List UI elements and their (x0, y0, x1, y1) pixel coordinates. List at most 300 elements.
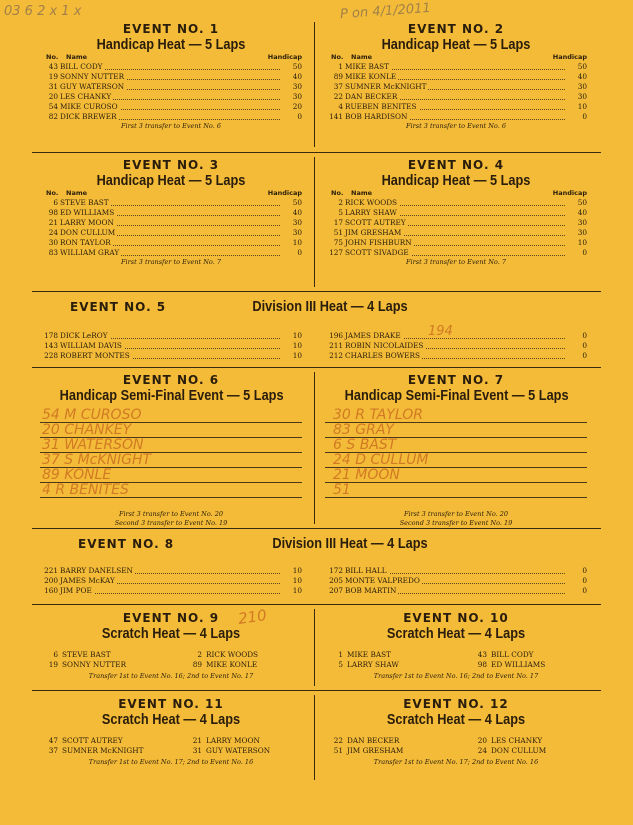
event-number: EVENT NO. 3 (122, 158, 220, 172)
entry-name-text: MIKE CUROSO (60, 102, 118, 111)
entry-row (40, 218, 302, 228)
entry-name: LARRY MOON (206, 736, 260, 745)
entry-name-text: DON CULLUM (60, 228, 116, 237)
entry-handicap: 0 (582, 248, 587, 257)
handwritten-entry: 83 GRAY (333, 422, 394, 438)
entry-name (345, 72, 398, 82)
entry-row (40, 351, 302, 361)
event-10 (325, 611, 587, 681)
entry-name: SONNY NUTTER (62, 660, 127, 669)
entry-name-text: RICK WOODS (345, 198, 398, 207)
handwritten-entry: 6 S BAST (333, 437, 397, 453)
entry-no: 1 (338, 62, 343, 71)
handwritten-entry: 54 M CUROSO (42, 407, 142, 423)
entry-no: 221 (44, 566, 58, 575)
event-4 (325, 158, 587, 267)
event-6 (40, 373, 302, 528)
entry-name-text: JIM POE (60, 586, 92, 595)
event-title: Scratch Heat — 4 Laps (386, 711, 526, 728)
entry-name (345, 82, 428, 92)
entry-no: 212 (329, 351, 343, 360)
event-11 (40, 697, 302, 767)
entry-name-text: BARRY DANELSEN (60, 566, 133, 575)
event-12 (325, 697, 587, 767)
handwritten-mark: 194 (428, 324, 453, 339)
event-number: EVENT NO. 4 (407, 158, 505, 172)
entry-name (345, 92, 399, 102)
event-2 (325, 22, 587, 131)
entry-handicap: 30 (577, 92, 587, 101)
entry-no: 6 (53, 650, 58, 659)
entry-row (40, 102, 302, 112)
entry-row (325, 566, 587, 576)
entry-no: 22 (333, 736, 343, 745)
entry-row (40, 746, 302, 756)
entry-row (40, 92, 302, 102)
entry-name: MIKE BAST (347, 650, 391, 659)
entry-row (40, 228, 302, 238)
entry-name (345, 351, 422, 361)
entry-name-text: LES CHANKY (60, 92, 112, 101)
handwritten-header-note: P on 4/1/2011 (339, 0, 432, 23)
event-title: Scratch Heat — 4 Laps (386, 625, 526, 642)
entry-no: 160 (44, 586, 58, 595)
col-name: Name (66, 189, 88, 197)
transfer-note: First 3 transfer to Event No. 6 (406, 122, 506, 130)
entry-row (40, 72, 302, 82)
entry-name-text: DICK LeROY (60, 331, 108, 340)
divider (32, 152, 601, 153)
entry-no: 21 (48, 218, 58, 227)
col-no: No. (331, 189, 344, 197)
entry-no: 24 (48, 228, 58, 237)
entry-row (325, 586, 587, 596)
event-7 (325, 373, 587, 528)
entry-name (345, 331, 403, 341)
entry-name (60, 62, 105, 72)
entry-row (40, 736, 302, 746)
entry-row (40, 238, 302, 248)
transfer-note: First 3 transfer to Event No. 20 (118, 510, 224, 518)
entry-handicap: 0 (582, 576, 587, 585)
entry-list (325, 198, 587, 258)
transfer-note: Transfer 1st to Event No. 16; 2nd to Event No. 17 (88, 672, 254, 680)
column-divider (314, 157, 315, 287)
entry-no: 19 (48, 72, 58, 81)
event-title: Scratch Heat — 4 Laps (101, 711, 241, 728)
entry-handicap: 0 (297, 248, 302, 257)
entry-name-text: JOHN FISHBURN (345, 238, 412, 247)
entry-no: 51 (333, 228, 343, 237)
entry-handicap: 0 (582, 331, 587, 340)
entry-row (325, 72, 587, 82)
entry-row (325, 746, 587, 756)
entry-name-text: BOB MARTIN (345, 586, 397, 595)
entry-name (345, 576, 422, 586)
entry-name-text: DAN BECKER (345, 92, 398, 101)
entry-handicap: 40 (577, 208, 587, 217)
entry-no: 19 (48, 660, 58, 669)
entry-name-text: LARRY MOON (60, 218, 114, 227)
entry-no: 31 (192, 746, 202, 755)
entry-no: 2 (197, 650, 202, 659)
event-title: Handicap Semi-Final Event — 5 Laps (344, 387, 569, 404)
entry-handicap: 0 (297, 112, 302, 121)
event-number: EVENT NO. 10 (403, 611, 509, 625)
entry-name (60, 248, 121, 258)
entry-name-text: SONNY NUTTER (60, 72, 125, 81)
entry-list-right (325, 331, 587, 361)
entry-name-text: CHARLES BOWERS (345, 351, 420, 360)
entry-handicap: 10 (292, 341, 302, 350)
entry-name (60, 198, 111, 208)
entry-name (60, 208, 116, 218)
entry-no: 37 (48, 746, 58, 755)
col-handicap: Handicap (267, 189, 302, 197)
entry-name-text: SUMNER McKNIGHT (345, 82, 427, 91)
entry-name-text: MONTE VALPREDO (345, 576, 420, 585)
event-title: Handicap Heat — 5 Laps (96, 36, 246, 53)
entry-row (325, 650, 587, 660)
entry-row (325, 208, 587, 218)
handwritten-entry: 89 KONLE (42, 467, 112, 483)
entry-no: 37 (333, 82, 343, 91)
entry-list-left (40, 566, 302, 596)
entry-no: 196 (329, 331, 343, 340)
transfer-note: First 3 transfer to Event No. 7 (121, 258, 221, 266)
event-number: EVENT NO. 11 (118, 697, 224, 711)
entry-no: 6 (53, 198, 58, 207)
entry-no: 82 (48, 112, 58, 121)
col-name: Name (351, 53, 373, 61)
entry-no: 5 (338, 660, 343, 669)
event-title: Handicap Heat — 5 Laps (96, 172, 246, 189)
divider (32, 690, 601, 691)
entry-row (325, 660, 587, 670)
entry-handicap: 0 (582, 566, 587, 575)
entry-row (40, 82, 302, 92)
divider (32, 291, 601, 292)
entry-pairs (325, 736, 587, 758)
entry-name: LARRY SHAW (347, 660, 399, 669)
entry-name-text: GUY WATERSON (60, 82, 125, 91)
entry-no: 43 (477, 650, 487, 659)
entry-row (325, 736, 587, 746)
entry-no: 98 (48, 208, 58, 217)
entry-handicap: 10 (292, 586, 302, 595)
entry-name-text: MIKE KONLE (345, 72, 397, 81)
col-no: No. (46, 189, 59, 197)
entry-handicap: 40 (577, 72, 587, 81)
transfer-note: Transfer 1st to Event No. 17; 2nd to Event No. 16 (373, 758, 539, 766)
entry-no: 141 (329, 112, 343, 121)
entry-name: DON CULLUM (491, 746, 547, 755)
entry-no: 31 (48, 82, 58, 91)
entry-row (40, 62, 302, 72)
entry-no: 43 (48, 62, 58, 71)
entry-name-text: BILL HALL (345, 566, 387, 575)
entry-row (40, 341, 302, 351)
event-title: Division III Heat — 4 Laps (272, 535, 428, 552)
entry-name: DAN BECKER (347, 736, 400, 745)
entry-name (60, 218, 116, 228)
entry-handicap: 30 (577, 218, 587, 227)
transfer-note: First 3 transfer to Event No. 6 (121, 122, 221, 130)
entry-name (345, 102, 419, 112)
entry-handicap: 0 (582, 351, 587, 360)
entry-row (325, 228, 587, 238)
entry-row (325, 102, 587, 112)
col-no: No. (46, 53, 59, 61)
entry-handicap: 50 (292, 62, 302, 71)
entry-row (325, 218, 587, 228)
handwritten-entry: 21 MOON (333, 467, 400, 483)
entry-row (325, 341, 587, 351)
event-1 (40, 22, 302, 131)
entry-handicap: 10 (577, 238, 587, 247)
column-header (40, 189, 302, 198)
entry-no: 98 (477, 660, 487, 669)
entry-name (60, 351, 132, 361)
handwritten-entry: 31 WATERSON (42, 437, 144, 453)
entry-no: 24 (477, 746, 487, 755)
entry-name: SUMNER McKNIGHT (62, 746, 144, 755)
entry-no: 178 (44, 331, 58, 340)
entry-row (40, 660, 302, 670)
entry-name (345, 238, 414, 248)
entry-handicap: 30 (292, 92, 302, 101)
entry-name-text: ROBIN NICOLAIDES (345, 341, 424, 350)
entry-name-text: BILL CODY (60, 62, 103, 71)
entry-name (60, 228, 117, 238)
entry-name: LES CHANKY (491, 736, 543, 745)
divider (32, 604, 601, 605)
event-number: EVENT NO. 5 (70, 300, 167, 314)
entry-name: ED WILLIAMS (491, 660, 546, 669)
transfer-note: Second 3 transfer to Event No. 19 (399, 519, 513, 527)
handwritten-entry: 51 (333, 482, 351, 498)
entry-name (60, 566, 135, 576)
event-number: EVENT NO. 7 (407, 373, 505, 387)
transfer-note: First 3 transfer to Event No. 7 (406, 258, 506, 266)
entry-no: 207 (329, 586, 343, 595)
handwritten-entry: 20 CHANKEY (42, 422, 132, 438)
entry-no: 205 (329, 576, 343, 585)
event-number: EVENT NO. 6 (122, 373, 220, 387)
transfer-note: Transfer 1st to Event No. 16; 2nd to Event No. 17 (373, 672, 539, 680)
entry-no: 54 (48, 102, 58, 111)
handwritten-entries (42, 408, 151, 498)
entry-no: 89 (192, 660, 202, 669)
entry-no: 75 (333, 238, 343, 247)
entry-name: JIM GRESHAM (347, 746, 404, 755)
entry-no: 47 (48, 736, 58, 745)
entry-pairs (40, 736, 302, 758)
entry-handicap: 0 (582, 341, 587, 350)
entry-name (345, 208, 399, 218)
entry-name-text: SCOTT AUTREY (345, 218, 406, 227)
col-handicap: Handicap (552, 53, 587, 61)
entry-name: STEVE BAST (62, 650, 111, 659)
entry-row (40, 650, 302, 660)
entry-name: MIKE KONLE (206, 660, 258, 669)
entry-name (345, 586, 398, 596)
entry-name (345, 62, 391, 72)
entry-name (60, 92, 113, 102)
entry-name-text: DICK BREWER (60, 112, 117, 121)
event-title: Handicap Heat — 5 Laps (381, 172, 531, 189)
entry-handicap: 40 (292, 72, 302, 81)
entry-row (325, 82, 587, 92)
entry-name-text: SCOTT SIVADGE (345, 248, 409, 257)
entry-no: 89 (333, 72, 343, 81)
entry-no: 211 (329, 341, 343, 350)
entry-name (345, 198, 399, 208)
entry-row (325, 576, 587, 586)
entry-name-text: STEVE BAST (60, 198, 109, 207)
entry-no: 83 (48, 248, 58, 257)
entry-row (325, 198, 587, 208)
entry-handicap: 10 (292, 566, 302, 575)
entry-handicap: 50 (292, 198, 302, 207)
transfer-note: Second 3 transfer to Event No. 19 (114, 519, 228, 527)
entry-no: 30 (48, 238, 58, 247)
entry-row (40, 198, 302, 208)
entry-name (60, 112, 119, 122)
entry-handicap: 30 (577, 82, 587, 91)
event-3 (40, 158, 302, 267)
entry-name-text: ROBERT MONTES (60, 351, 130, 360)
entry-name-text: RON TAYLOR (60, 238, 111, 247)
entry-name (60, 341, 124, 351)
entry-row (325, 92, 587, 102)
entry-handicap: 30 (292, 82, 302, 91)
handwritten-mark: 210 (236, 606, 268, 628)
entry-no: 200 (44, 576, 58, 585)
entry-handicap: 0 (582, 112, 587, 121)
entry-list-left (40, 331, 302, 361)
column-header (325, 53, 587, 62)
entry-handicap: 30 (292, 228, 302, 237)
blank-entry-lines (325, 404, 587, 498)
entry-name (60, 102, 120, 112)
entry-name-text: JIM GRESHAM (345, 228, 402, 237)
entry-pairs (325, 650, 587, 672)
entry-name (345, 218, 408, 228)
entry-no: 172 (329, 566, 343, 575)
entry-row (40, 586, 302, 596)
entry-name (60, 586, 94, 596)
entry-row (325, 238, 587, 248)
entry-name: BILL CODY (491, 650, 534, 659)
entry-name (60, 72, 126, 82)
entry-handicap: 20 (292, 102, 302, 111)
entry-name (60, 82, 126, 92)
entry-no: 143 (44, 341, 58, 350)
entry-list (40, 62, 302, 122)
entry-name-text: JAMES DRAKE (345, 331, 401, 340)
entry-row (40, 576, 302, 586)
entry-name (345, 228, 403, 238)
entry-row (40, 112, 302, 122)
entry-pairs (40, 650, 302, 672)
entry-name-text: JAMES McKAY (60, 576, 115, 585)
entry-row (325, 351, 587, 361)
column-divider (314, 22, 315, 147)
handwritten-corner-note: 03 6 2 x 1 x (4, 4, 82, 19)
entry-list-right (325, 566, 587, 596)
entry-row (40, 331, 302, 341)
event-number: EVENT NO. 1 (122, 22, 220, 36)
transfer-note: Transfer 1st to Event No. 17; 2nd to Event No. 16 (88, 758, 254, 766)
entry-name (345, 112, 409, 122)
entry-no: 21 (192, 736, 202, 745)
handwritten-entries (333, 408, 428, 498)
column-header (325, 189, 587, 198)
entry-name (345, 566, 389, 576)
entry-handicap: 30 (577, 228, 587, 237)
entry-handicap: 0 (582, 586, 587, 595)
entry-handicap: 10 (292, 576, 302, 585)
entry-row (325, 248, 587, 258)
entry-name (60, 576, 117, 586)
entry-name: SCOTT AUTREY (62, 736, 123, 745)
event-title: Division III Heat — 4 Laps (252, 298, 408, 315)
entry-no: 17 (333, 218, 343, 227)
entry-no: 5 (338, 208, 343, 217)
entry-name (60, 238, 113, 248)
event-number: EVENT NO. 8 (78, 537, 175, 551)
entry-no: 22 (333, 92, 343, 101)
entry-name (345, 248, 411, 258)
entry-handicap: 30 (292, 218, 302, 227)
entry-no: 2 (338, 198, 343, 207)
divider (32, 367, 601, 368)
entry-no: 51 (333, 746, 343, 755)
entry-handicap: 40 (292, 208, 302, 217)
divider (32, 528, 601, 529)
entry-name (60, 331, 110, 341)
event-number: EVENT NO. 12 (403, 697, 509, 711)
entry-name (345, 341, 425, 351)
entry-handicap: 10 (292, 238, 302, 247)
entry-handicap: 50 (577, 62, 587, 71)
handwritten-entry: 37 S McKNIGHT (42, 452, 152, 468)
entry-list (325, 62, 587, 122)
entry-name-text: WILLIAM GRAY (60, 248, 120, 257)
event-title: Handicap Heat — 5 Laps (381, 36, 531, 53)
entry-no: 228 (44, 351, 58, 360)
entry-handicap: 10 (292, 331, 302, 340)
handwritten-entry: 4 R BENITES (42, 482, 129, 498)
entry-no: 1 (338, 650, 343, 659)
entry-handicap: 10 (292, 351, 302, 360)
entry-name: GUY WATERSON (206, 746, 271, 755)
column-divider (314, 372, 315, 524)
event-title: Handicap Semi-Final Event — 5 Laps (59, 387, 284, 404)
handwritten-entry: 24 D CULLUM (333, 452, 429, 468)
transfer-note: First 3 transfer to Event No. 20 (403, 510, 509, 518)
col-handicap: Handicap (267, 53, 302, 61)
entry-name-text: WILLIAM DAVIS (60, 341, 122, 350)
entry-name-text: BOB HARDISON (345, 112, 408, 121)
entry-name-text: MIKE BAST (345, 62, 389, 71)
entry-list (40, 198, 302, 258)
entry-name-text: ED WILLIAMS (60, 208, 115, 217)
column-divider (314, 695, 315, 780)
col-no: No. (331, 53, 344, 61)
entry-row (325, 112, 587, 122)
